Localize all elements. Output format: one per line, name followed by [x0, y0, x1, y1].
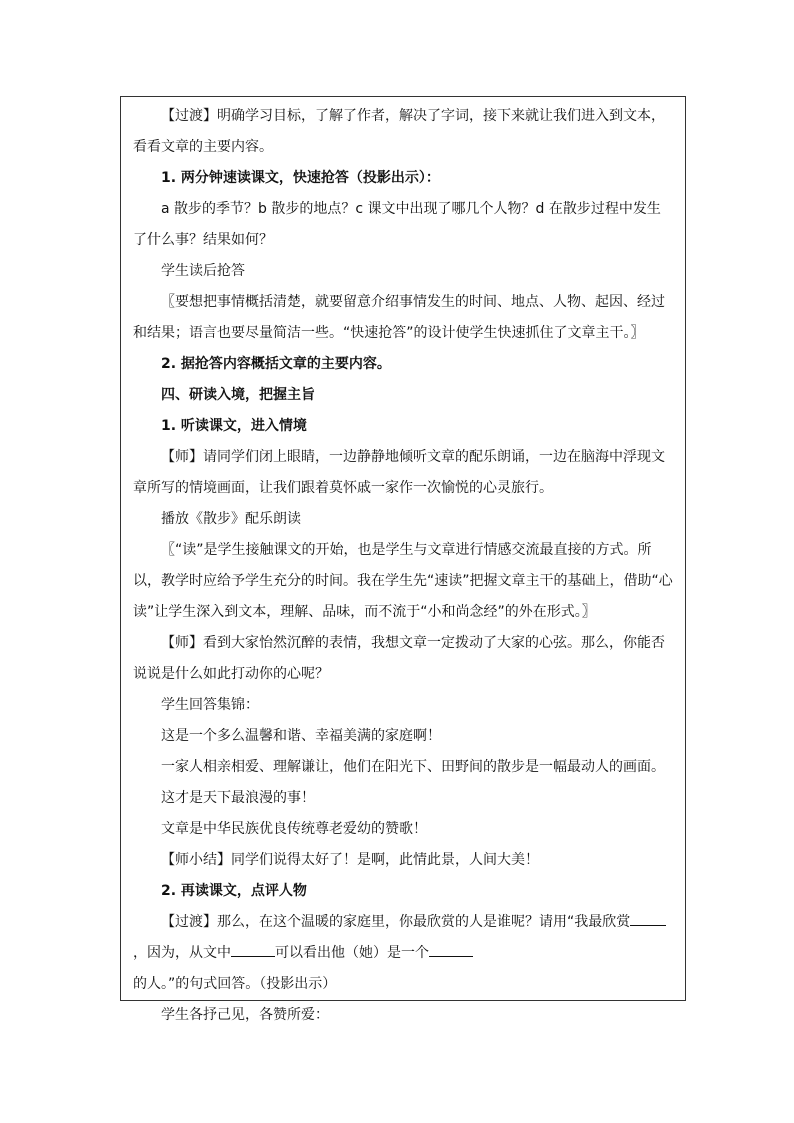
- fill-text-3: 可以看出他（她）是一个: [275, 945, 429, 961]
- paragraph-note-summary: 〖要想把事情概括清楚，就要留意介绍事情发生的时间、地点、人物、起因、经过和结果；语言也要尽量简洁一些。“快速抢答”的设计使学生快速抓住了文章主干。〗: [133, 294, 665, 341]
- paragraph-answer-3: 这才是天下最浪漫的事！: [161, 790, 315, 806]
- paragraph-answer-4: 文章是中华民族优良传统尊老爱幼的赞歌！: [161, 821, 427, 837]
- fill-text-1: 【过渡】那么，在这个温暖的家庭里，你最欣赏的人是谁呢？请用“我最欣赏: [161, 914, 631, 930]
- paragraph-fill-sentence: [133, 907, 673, 1000]
- paragraph-answer-1: 这是一个多么温馨和谐、幸福美满的家庭啊！: [161, 728, 441, 744]
- heading-reread: 2. 再读课文，点评人物: [161, 883, 307, 899]
- paragraph-last: 学生各抒己见，各赞所爱：: [161, 1007, 329, 1023]
- heading-summarize: 2. 据抢答内容概括文章的主要内容。: [161, 356, 391, 372]
- paragraph-teacher-summary: 【师小结】同学们说得太好了！是啊，此情此景，人间大美！: [161, 852, 539, 868]
- heading-listen-reading: 1. 听读课文，进入情境: [161, 418, 307, 434]
- paragraph-teacher-1: 【师】请同学们闭上眼睛，一边静静地倾听文章的配乐朗诵，一边在脑海中浮现文章所写的情境画面，让我们跟着莫怀戚一家作一次愉悦的心灵旅行。: [133, 449, 665, 496]
- lesson-plan-table-cell: [120, 96, 686, 1023]
- paragraph-questions: a 散步的季节？b 散步的地点？c 课文中出现了哪几个人物？d 在散步过程中发生了什么事？结果如何？: [133, 201, 661, 248]
- fill-text-4: 的人。”的句式回答。（投影出示）: [133, 976, 337, 992]
- paragraph-answers-title: 学生回答集锦：: [161, 697, 259, 713]
- blank-2: [231, 942, 275, 957]
- paragraph-transition-1: 【过渡】明确学习目标，了解了作者，解决了字词，接下来就让我们进入到文本，看看文章的主要内容。: [133, 108, 665, 155]
- blank-1: [630, 911, 666, 926]
- paragraph-answer-2: 一家人相亲相爱、理解谦让，他们在阳光下、田野间的散步是一幅最动人的画面。: [161, 759, 665, 775]
- heading-speed-reading: 1. 两分钟速读课文，快速抢答（投影出示）：: [161, 170, 440, 186]
- paragraph-student-answer: 学生读后抢答: [161, 263, 245, 279]
- fill-text-2: ，因为，从文中: [133, 945, 231, 961]
- paragraph-note-reading: 〖“读”是学生接触课文的开始，也是学生与文章进行情感交流最直接的方式。所以，教学时应给予学生充分的时间。我在学生先“速读”把握文章主干的基础上，借助“心读”让学生深入到文本，理解、品味，而不流于“小和尚念经”的外在形式。〗: [133, 542, 673, 620]
- paragraph-play-audio: 播放《散步》配乐朗读: [161, 511, 301, 527]
- paragraph-teacher-2: 【师】看到大家怡然沉醉的表情，我想文章一定拨动了大家的心弦。那么，你能否说说是什么如此打动你的心呢？: [133, 635, 665, 682]
- heading-section-four: 四、研读入境，把握主旨: [161, 387, 315, 403]
- blank-3: [429, 942, 473, 957]
